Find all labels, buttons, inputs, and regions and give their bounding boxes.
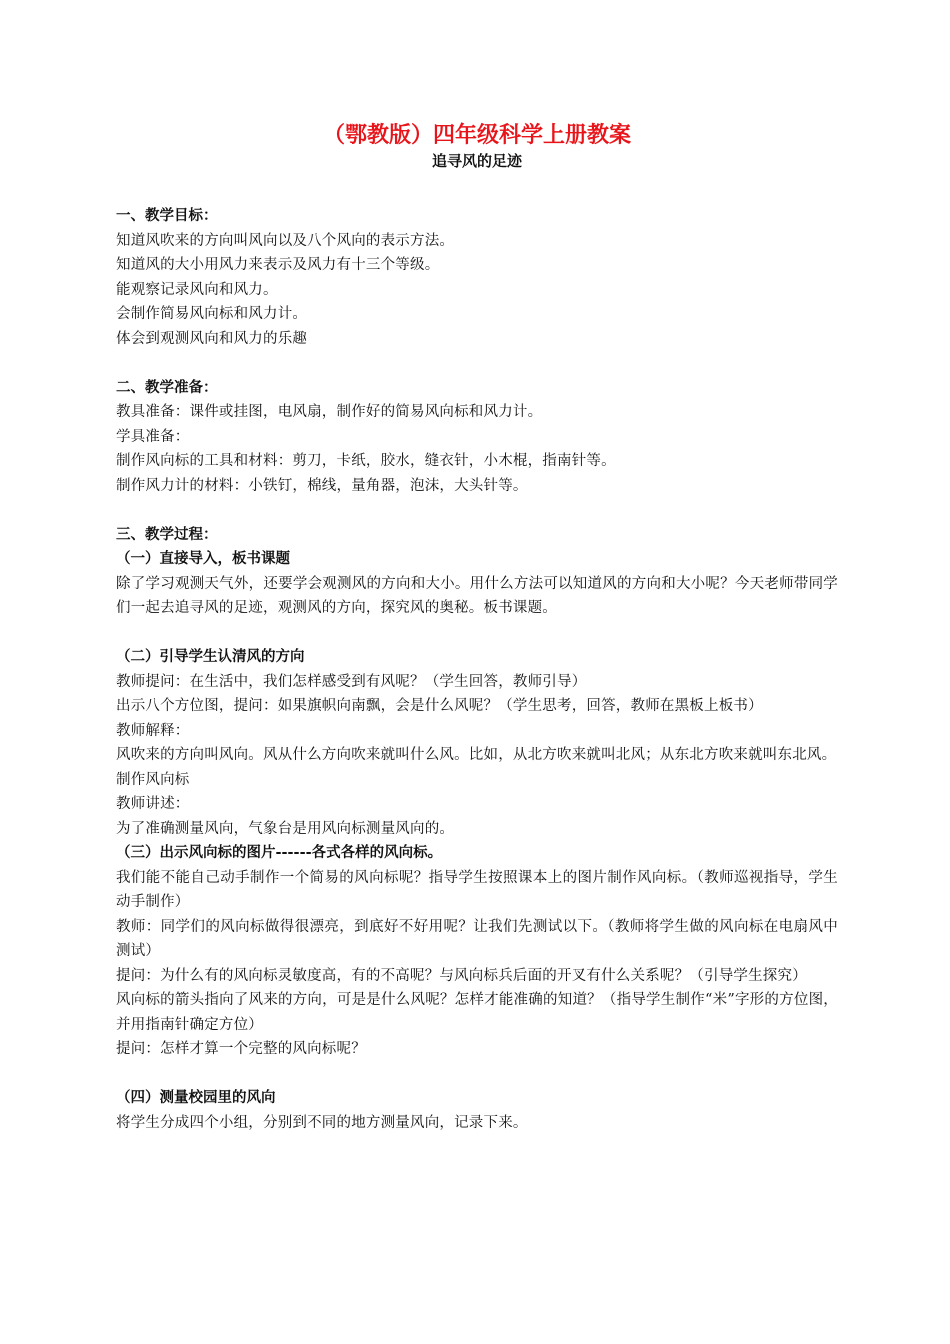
document-page [116,122,838,1135]
preparation-line: 制作风力计的材料：小铁钉，棉线，量角器，泡沫，大头针等。 [116,477,528,494]
preparation-line: 学具准备： [116,428,190,445]
paragraph: 教师讲述： [116,796,190,812]
preparation-line: 制作风向标的工具和材料：剪刀，卡纸，胶水，缝衣针，小木棍，指南针等。 [116,453,616,469]
paragraph: 出示八个方位图，提问：如果旗帜向南飘，会是什么风呢？（学生思考，回答，教师在黑板上板书） [116,698,763,714]
preparation-line: 教具准备：课件或挂图，电风扇，制作好的简易风向标和风力计。 [116,404,543,420]
spacer [116,351,838,376]
objective-line: 会制作简易风向标和风力计。 [116,306,308,322]
section-heading: 二、教学准备： [116,379,218,396]
subsection-heading: （二）引导学生认清风的方向 [116,649,305,665]
subsection-heading: （三）出示风向标的图片------各式各样的风向标。 [116,845,443,861]
section-heading: 一、教学目标： [116,208,218,224]
document-subtitle: 追寻风的足迹 [431,152,522,170]
paragraph: 提问：为什么有的风向标灵敏度高，有的不高呢？与风向标兵后面的开叉有什么关系呢？（引导学生探究） [116,967,807,984]
paragraph: 为了准确测量风向，气象台是用风向标测量风向的。 [116,820,455,837]
paragraph: 我们能不能自己动手制作一个简易的风向标呢？指导学生按照课本上的图片制作风向标。（教师巡视指导，学生动手制作） [116,869,838,910]
subsection-heading: （一）直接导入，板书课题 [116,551,290,567]
objective-line: 能观察记录风向和风力。 [116,281,278,298]
paragraph: 提问：怎样才算一个完整的风向标呢？ [116,1041,366,1057]
objective-line: 知道风的大小用风力来表示及风力有十三个等级。 [116,257,440,273]
section-process [116,523,838,1136]
paragraph: 教师：同学们的风向标做得很漂亮，到底好不好用呢？让我们先测试以下。（教师将学生做的风向标在电扇风中测试） [116,918,838,959]
section-preparation [116,376,838,499]
paragraph: 教师提问：在生活中，我们怎样感受到有风呢？（学生回答，教师引导） [116,673,587,690]
section-objectives [116,204,838,351]
spacer [116,621,838,646]
paragraph: 风吹来的方向叫风向。风从什么方向吹来就叫什么风。比如，从北方吹来就叫北风；从东北方吹来就叫东北风。 [116,747,837,763]
paragraph: 将学生分成四个小组，分别到不同的地方测量风向，记录下来。 [116,1114,528,1131]
paragraph: 风向标的箭头指向了风来的方向，可是是什么风呢？怎样才能准确的知道？（指导学生制作“米”字形的方位图，并用指南针确定方位） [116,992,838,1033]
section-heading: 三、教学过程： [116,526,218,543]
paragraph: 制作风向标 [116,771,190,788]
objective-line: 知道风吹来的方向叫风向以及八个风向的表示方法。 [116,232,455,249]
subsection-heading: （四）测量校园里的风向 [116,1090,276,1106]
paragraph: 教师解释： [116,722,190,739]
spacer [116,1062,838,1087]
paragraph: 除了学习观测天气外，还要学会观测风的方向和大小。用什么方法可以知道风的方向和大小呢？今天老师带同学们一起去追寻风的足迹，观测风的方向，探究风的奥秘。板书课题。 [116,575,838,616]
document-title: （鄂教版）四年级科学上册教案 [322,123,631,148]
objective-line: 体会到观测风向和风力的乐趣 [116,330,308,347]
spacer [116,498,838,523]
